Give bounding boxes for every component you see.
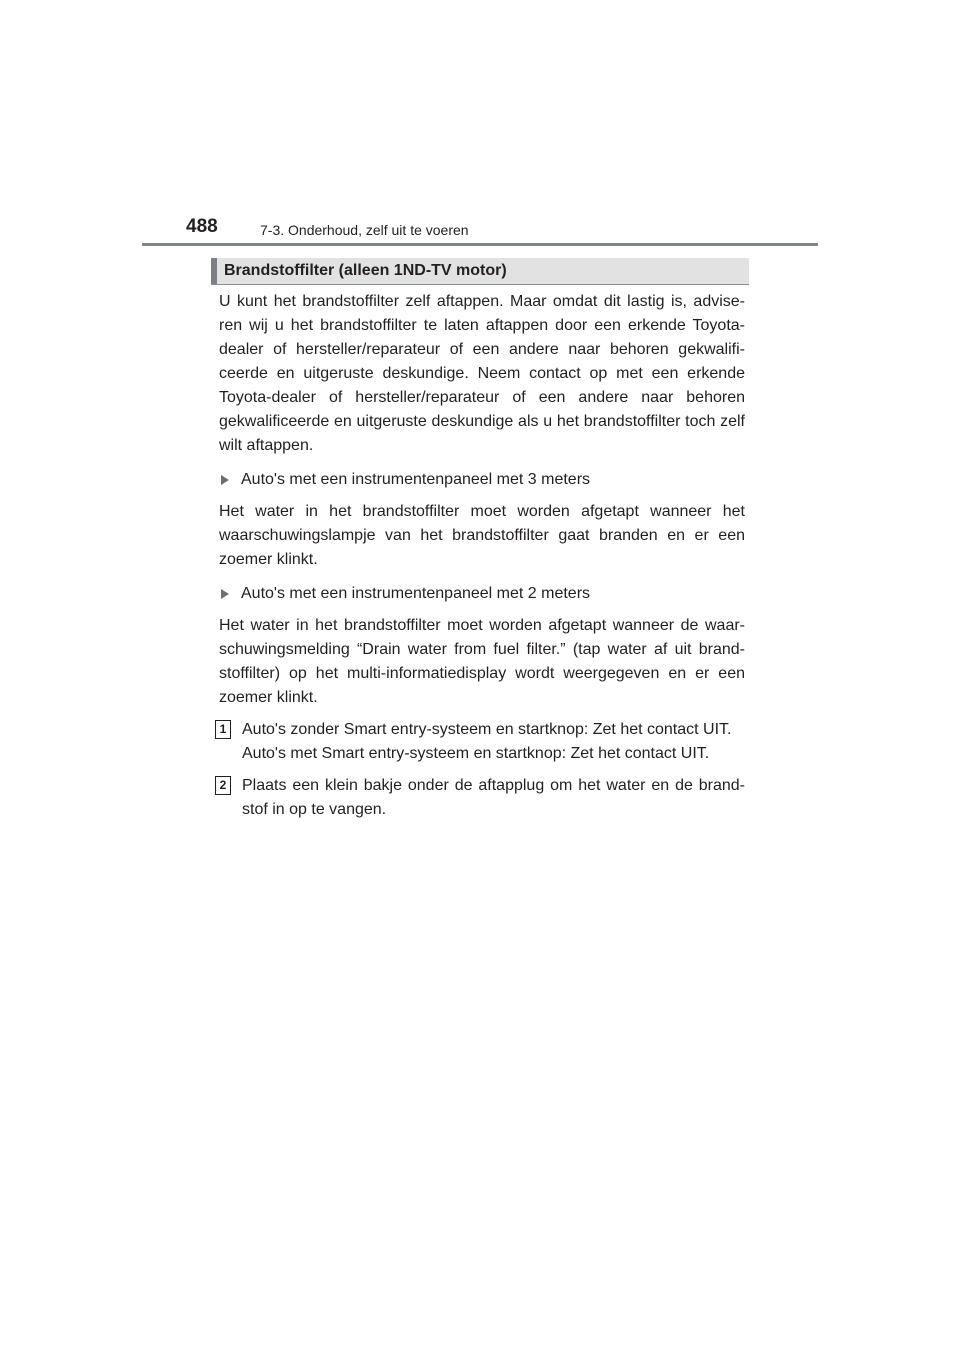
triangle-bullet-icon bbox=[221, 475, 229, 485]
heading-title: Brandstoffilter (alleen 1ND-TV motor) bbox=[224, 262, 507, 279]
step-line: Plaats een klein bakje onder de aftapplug om het water en de brand-stof in op te vangen. bbox=[242, 777, 745, 818]
triangle-bullet-icon bbox=[221, 589, 229, 599]
heading-underline bbox=[211, 284, 749, 285]
heading-accent bbox=[211, 258, 217, 284]
step-text bbox=[242, 718, 745, 766]
paragraph-2-meters: Het water in het brandstoffilter moet worden afgetapt wanneer de waar-schuwingsmelding “Drain water from fuel filter.” (tap water af uit brand-stoffilter) op het multi-informatiedisplay wordt weergegeven en er een zoemer klinkt. bbox=[219, 617, 745, 706]
intro-paragraph: U kunt het brandstoffilter zelf aftappen. Maar omdat dit lastig is, advise-ren wij u het brandstoffilter te laten aftappen door een erkende Toyota-dealer of hersteller/reparateur of een andere naar behoren gekwalifi-ceerde en uitgeruste deskundige. Neem contact op met een erkende Toyota-dealer of hersteller/reparateur of een andere naar behoren gekwalificeerde en uitgeruste deskundige als u het brandstoffilter toch zelf wilt aftappen. bbox=[219, 293, 745, 454]
step-1 bbox=[219, 718, 745, 766]
page-number: 488 bbox=[186, 216, 218, 237]
step-number-badge: 2 bbox=[215, 776, 231, 795]
step-text bbox=[242, 774, 745, 822]
step-line: Auto's met Smart entry-systeem en startknop: Zet het contact UIT. bbox=[242, 745, 710, 762]
step-line: Auto's zonder Smart entry-systeem en startknop: Zet het contact UIT. bbox=[242, 721, 732, 738]
section-title: 7-3. Onderhoud, zelf uit te voeren bbox=[260, 222, 469, 238]
step-2 bbox=[219, 774, 745, 822]
heading-bar bbox=[211, 258, 749, 284]
bullet-label: Auto's met een instrumentenpaneel met 3 meters bbox=[241, 471, 591, 488]
bullet-3-meters bbox=[219, 468, 745, 492]
step-number-badge: 1 bbox=[215, 720, 231, 739]
header-divider bbox=[142, 243, 818, 246]
bullet-2-meters bbox=[219, 582, 745, 606]
content-body bbox=[219, 290, 745, 822]
bullet-label: Auto's met een instrumentenpaneel met 2 meters bbox=[241, 585, 591, 602]
paragraph-3-meters: Het water in het brandstoffilter moet worden afgetapt wanneer het waarschuwingslampje van het brandstoffilter gaat branden en er een zoemer klinkt. bbox=[219, 503, 745, 568]
